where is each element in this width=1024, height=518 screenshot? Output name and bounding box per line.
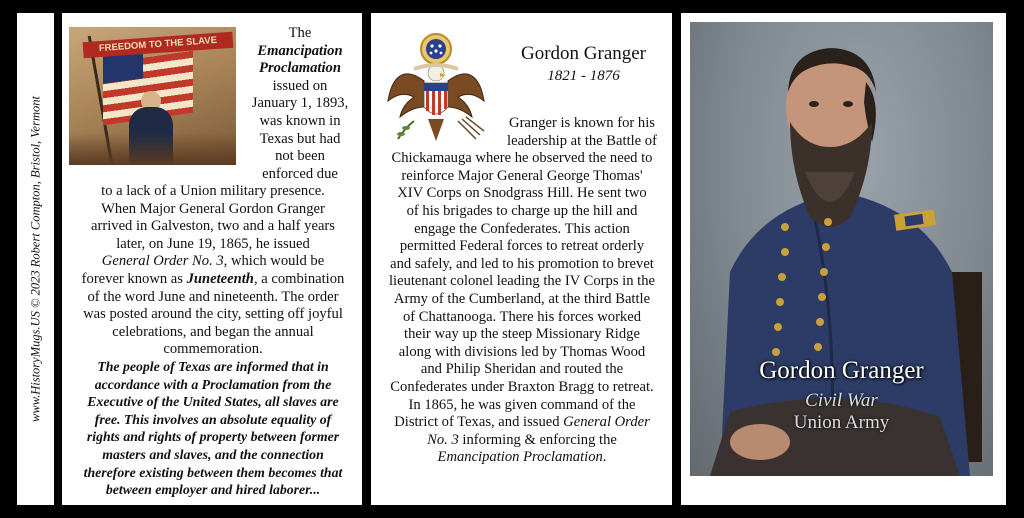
copyright-credit: www.HistoryMugs.US © 2023 Robert Compton, Bristol, Vermont: [28, 96, 42, 422]
emancipation-panel: [62, 13, 362, 505]
portrait-panel: [681, 13, 1006, 505]
portrait-photo: [690, 22, 993, 476]
intro-text: The Emancipation Proclamation issued on January 1, 1893, was known in Texas but had not been enforced due: [251, 25, 349, 182]
freedom-poster-image: [69, 27, 236, 165]
portrait-subtitle-army: Union Army: [793, 412, 890, 433]
credit-strip: [17, 13, 54, 505]
biography-panel: [371, 13, 672, 505]
general-order-quote: The people of Texas are informed that in accordance with a Proclamation from the Executive of the United States, all slaves are free. This involves an absolute equality of rights and rights of property between former masters and slaves, and the connection therefore existing between them becomes that between employer and hired laborer...: [83, 359, 343, 498]
juneteenth-text: to a lack of a Union military presence. When Major General Gordon Granger arrived in Galveston, two and a half years later, on June 19, 1865, he issued General Order No. 3, which would be forever known as Juneteenth, a combination of the word June and nineteenth. The order was posted around the city, setting off joyful celebrations, and began the annual commemoration.: [81, 183, 345, 358]
portrait-subtitle-war: Civil War: [805, 390, 878, 411]
portrait-name-overlay: Gordon Granger: [759, 357, 924, 384]
subject-name: Gordon Granger: [520, 43, 647, 64]
poster-banner-text: FREEDOM TO THE SLAVE: [83, 32, 234, 58]
subject-dates: 1821 - 1876: [547, 68, 620, 84]
biography-text: Granger is known for his leadership at the Battle of Chickamauga where he observed the need to reinforce Major General George Thomas' XIV Corps on Snodgrass Hill. He sent two of his brigades to charge up the hill and engage the Confederates. This action permitted Federal forces to retreat orderly and safely, and led to his promotion to brevet lieutenant colonel leading the IV Corps in the Army of the Cumberland, at the third Battle of Chattanooga. There his forces worked their way up the steep Missionary Ridge along with divisions led by Thomas Wood and Philip Sheridan and routed the Confederates under Braxton Bragg to retreat. In 1865, he was given command of the District of Texas, and issued General Order No. 3 informing & enforcing the Emancipation Proclamation.: [388, 115, 657, 466]
